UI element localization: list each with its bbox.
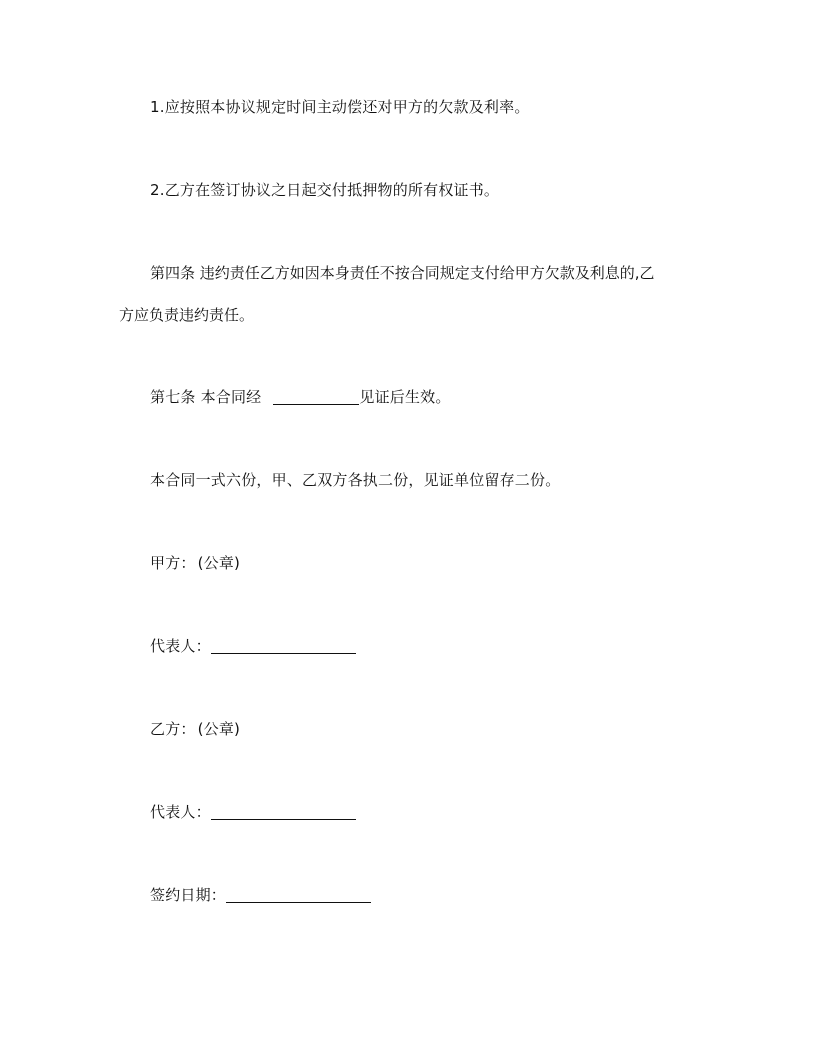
rep-b-label: 代表人： [150, 803, 211, 821]
rep-a-label: 代表人： [150, 637, 211, 655]
clause-repay: 1.应按照本协议规定时间主动偿还对甲方的欠款及利率。 [150, 98, 530, 116]
article-7-prefix: 第七条 本合同经 [150, 388, 262, 406]
rep-a-signature-line[interactable] [211, 637, 356, 654]
party-b-label: 乙方： [150, 720, 196, 738]
party-b-seal: (公章) [197, 720, 241, 738]
clause-copies: 本合同一式六份，甲、乙双方各执二份，见证单位留存二份。 [150, 471, 561, 489]
party-a-label: 甲方： [150, 554, 196, 572]
witness-blank-line[interactable] [273, 388, 359, 405]
article-7-suffix: 见证后生效。 [359, 388, 451, 406]
rep-b-signature-line[interactable] [211, 803, 356, 820]
article-4-line-1: 第四条 违约责任乙方如因本身责任不按合同规定支付给甲方欠款及利息的,乙 [150, 264, 655, 282]
article-4 [119, 263, 709, 325]
sign-date-line[interactable] [226, 886, 371, 903]
article-4-line-2: 方应负责违约责任。 [119, 306, 255, 324]
article-7 [150, 387, 451, 407]
rep-a-row [150, 636, 356, 656]
clause-certificate: 2.乙方在签订协议之日起交付抵押物的所有权证书。 [150, 181, 500, 199]
party-b-row [150, 719, 240, 739]
sign-date-label: 签约日期： [150, 886, 227, 904]
party-a-row [150, 553, 240, 573]
party-a-seal: (公章) [197, 554, 241, 572]
rep-b-row [150, 802, 356, 822]
sign-date-row [150, 885, 371, 905]
